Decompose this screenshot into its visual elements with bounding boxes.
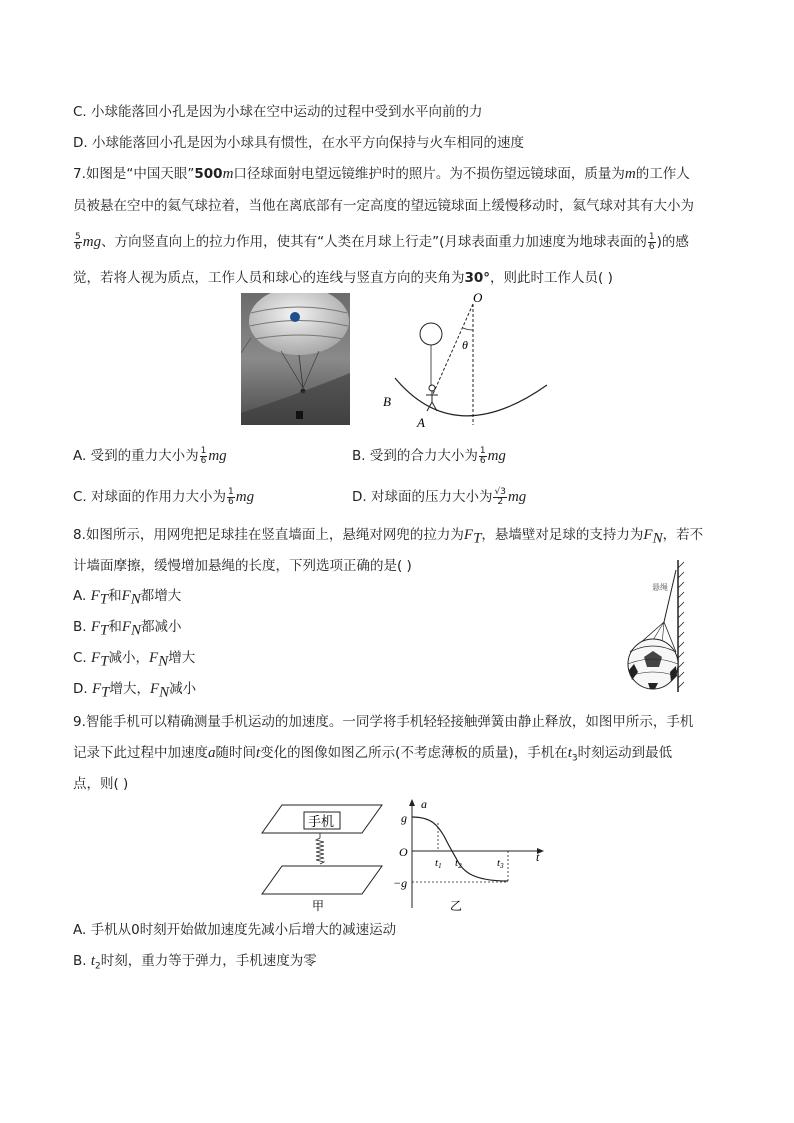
q7-text: 7.如图是“中国天眼” bbox=[73, 166, 195, 182]
q7-diameter: 500 bbox=[194, 166, 223, 182]
q7-label-b: B bbox=[383, 394, 391, 409]
q9-axis-label-a: a bbox=[421, 797, 427, 811]
q9-tick-t2: t2 bbox=[455, 857, 462, 870]
q8-option-a: A. $F_T$和$F_N$都增大 bbox=[73, 588, 182, 608]
q9-figure-yi bbox=[390, 796, 550, 914]
q9-axis-label-t: t bbox=[536, 850, 540, 864]
q9-stem-line-3: 点，则( ) bbox=[73, 776, 129, 792]
q7-text: 员被悬在空中的氦气球拉着，当他在离底部有一定高度的望远镜球面上缓慢移动时，氦气球对其有大小为 bbox=[73, 198, 694, 214]
q6-option-c-text: C. 小球能落回小孔是因为小球在空中运动的过程中受到水平向前的力 bbox=[73, 104, 483, 120]
q8-football-figure bbox=[618, 560, 688, 695]
q7-stem-line-1 bbox=[73, 164, 690, 184]
q9-tick-t1: t1 bbox=[435, 857, 442, 870]
q6-option-d bbox=[73, 133, 524, 153]
q7-text: 口径球面射电望远镜维护时的照片。为不损伤望远镜球面，质量为 bbox=[233, 166, 625, 182]
q7-option-d: D. 对球面的压力大小为 $\frac{√3}{2}$ mg bbox=[352, 486, 527, 507]
q7-stem-line-2 bbox=[73, 196, 694, 216]
q9-option-b: B. $t_2$时刻，重力等于弹力，手机速度为零 bbox=[73, 953, 317, 972]
q7-text: 的工作人 bbox=[635, 166, 690, 182]
q7-angle-arc bbox=[463, 328, 473, 330]
q9-figure-jia bbox=[252, 800, 392, 912]
q8-option-d: D. $F_T$增大，$F_N$减小 bbox=[73, 681, 197, 701]
q9-origin: O bbox=[399, 845, 408, 859]
q9-spring bbox=[316, 833, 324, 871]
q7-label-a: A bbox=[417, 415, 425, 430]
q7-fraction-1-6: $\frac{1}{6}$ bbox=[648, 231, 655, 252]
q7-var-m: m bbox=[624, 166, 636, 182]
q7-person-head bbox=[429, 385, 435, 391]
q6-option-d-text: D. 小球能落回小孔是因为小球具有惯性，在水平方向保持与火车相同的速度 bbox=[73, 135, 524, 151]
q7-stem-line-4 bbox=[73, 268, 613, 288]
q7-text: 、方向竖直向上的拉力作用，使其有“人类在月球上行走”(月球表面重力加速度为地球表面的 bbox=[101, 234, 647, 250]
q8-rope-label: 悬绳 bbox=[652, 583, 668, 592]
q9-stem-line-1: 9.智能手机可以精确测量手机运动的加速度。一同学将手机轻轻接触弹簧由静止释放，如图甲所示，手机 bbox=[73, 714, 694, 730]
q7-fraction-5-6: $\frac{5}{6}$ bbox=[75, 231, 81, 252]
q7-label-theta: θ bbox=[462, 338, 468, 352]
q8-option-c: C. $F_T$减小，$F_N$增大 bbox=[73, 650, 196, 670]
q7-stem-line-3 bbox=[73, 232, 689, 252]
q8-rope bbox=[664, 570, 676, 622]
q9-option-a: A. 手机从0时刻开始做加速度先减小后增大的减速运动 bbox=[73, 922, 397, 938]
q8-stem-line-2: 计墙面摩擦，缓慢增加悬绳的长度，下列选项正确的是( ) bbox=[73, 558, 412, 574]
q7-option-b: B. 受到的合力大小为 $\frac{1}{6}$ mg bbox=[352, 445, 506, 466]
q7-text: ，则此时工作人员( ) bbox=[490, 270, 613, 286]
q7-angle: 30° bbox=[464, 270, 491, 286]
q7-diagram bbox=[375, 290, 555, 430]
q9-curve bbox=[412, 817, 508, 881]
q8-stem-line-1: 8.如图所示，用网兜把足球挂在竖直墙面上，悬绳对网兜的拉力为$F_T$，悬墙壁对足球的支持力为$F_N$，若不 bbox=[73, 527, 704, 547]
q9-phone-label: 手机 bbox=[308, 814, 335, 829]
q7-label-o: O bbox=[473, 290, 483, 305]
q9-stem-line-2: 记录下此过程中加速度a随时间t变化的图像如图乙所示(不考虑薄板的质量)，手机在$t_3$时刻运动到最低 bbox=[73, 745, 673, 764]
q9-bottom-board bbox=[262, 866, 382, 894]
q7-bowl-arc bbox=[395, 378, 547, 416]
q9-tick-neg-g: −g bbox=[393, 876, 408, 890]
q7-text: )的感 bbox=[656, 234, 689, 250]
q7-option-c: C. 对球面的作用力大小为 $\frac{1}{6}$ mg bbox=[73, 486, 255, 507]
q7-balloon bbox=[420, 323, 442, 345]
q9-tick-g: g bbox=[401, 811, 407, 825]
q9-tick-t3: t3 bbox=[497, 857, 504, 870]
q7-option-a: A. 受到的重力大小为 $\frac{1}{6}$ mg bbox=[73, 445, 227, 466]
q6-option-c bbox=[73, 102, 483, 122]
q9-label-yi: 乙 bbox=[450, 899, 463, 913]
q7-unit: m bbox=[222, 166, 234, 182]
q7-text: 觉，若将人视为质点，工作人员和球心的连线与竖直方向的夹角为 bbox=[73, 270, 465, 286]
q7-mg: mg bbox=[82, 234, 102, 250]
q7-balloon-photo bbox=[241, 293, 350, 425]
q8-option-b: B. $F_T$和$F_N$都减小 bbox=[73, 619, 182, 639]
q9-label-jia: 甲 bbox=[312, 899, 325, 912]
